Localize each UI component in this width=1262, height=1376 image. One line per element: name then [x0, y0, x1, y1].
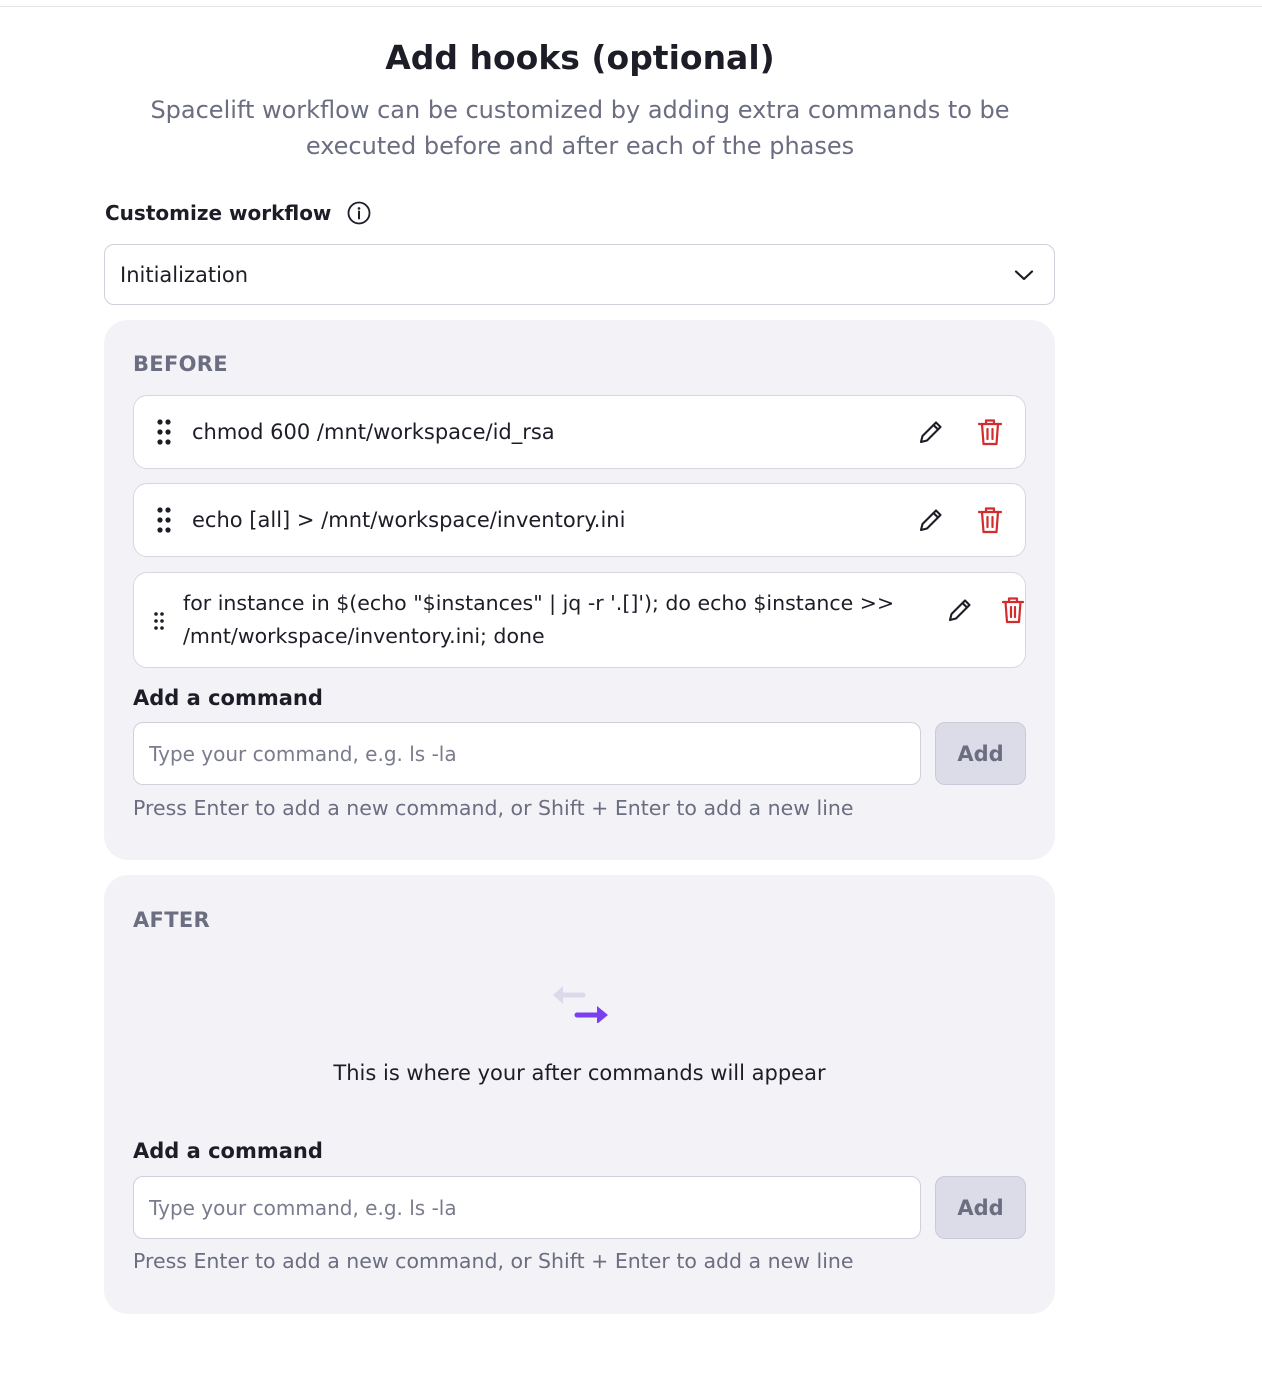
trash-icon[interactable] — [976, 505, 1004, 535]
drag-handle-icon[interactable] — [156, 418, 172, 446]
command-text: for instance in $(echo "$instances" | jq -r '.[]'); do echo $instance >> /mnt/workspace/inventory.ini; done — [183, 591, 895, 648]
command-item — [133, 395, 1026, 469]
after-heading: AFTER — [133, 908, 210, 932]
workflow-phase-selected: Initialization — [120, 262, 249, 287]
after-hooks-panel — [104, 875, 1055, 1314]
add-command-label: Add a command — [133, 686, 323, 710]
command-text: chmod 600 /mnt/workspace/id_rsa — [192, 420, 555, 444]
pencil-icon[interactable] — [916, 417, 946, 447]
pencil-icon[interactable] — [945, 595, 975, 625]
trash-icon[interactable] — [1002, 595, 1024, 625]
pencil-icon[interactable] — [916, 505, 946, 535]
customize-workflow-label-text: Customize workflow — [105, 201, 332, 225]
after-command-input[interactable] — [133, 1176, 921, 1239]
trash-icon[interactable] — [976, 417, 1004, 447]
swap-arrows-icon — [549, 983, 611, 1023]
info-circle-icon[interactable] — [347, 201, 371, 225]
before-command-input[interactable] — [133, 722, 921, 785]
after-add-button[interactable]: Add — [935, 1176, 1026, 1239]
after-empty-state-text: This is where your after commands will appear — [333, 1061, 826, 1085]
before-heading: BEFORE — [133, 352, 228, 376]
page-subtitle: Spacelift workflow can be customized by adding extra commands to be executed before and after each of the phases — [150, 96, 1010, 160]
top-divider — [0, 6, 1262, 7]
command-item — [133, 483, 1026, 557]
add-command-label: Add a command — [133, 1139, 323, 1163]
before-hooks-panel — [104, 320, 1055, 860]
command-text: echo [all] > /mnt/workspace/inventory.ini — [192, 508, 626, 532]
page-title: Add hooks (optional) — [385, 38, 775, 77]
add-command-hint: Press Enter to add a new command, or Shift + Enter to add a new line — [133, 796, 854, 820]
drag-handle-icon[interactable] — [156, 506, 172, 534]
workflow-phase-select[interactable] — [104, 244, 1055, 305]
chevron-down-icon — [1012, 263, 1036, 287]
drag-handle-icon[interactable] — [153, 611, 165, 631]
command-item — [133, 572, 1026, 668]
customize-workflow-label — [105, 201, 371, 225]
before-add-button[interactable]: Add — [935, 722, 1026, 785]
add-command-hint: Press Enter to add a new command, or Shift + Enter to add a new line — [133, 1249, 854, 1273]
